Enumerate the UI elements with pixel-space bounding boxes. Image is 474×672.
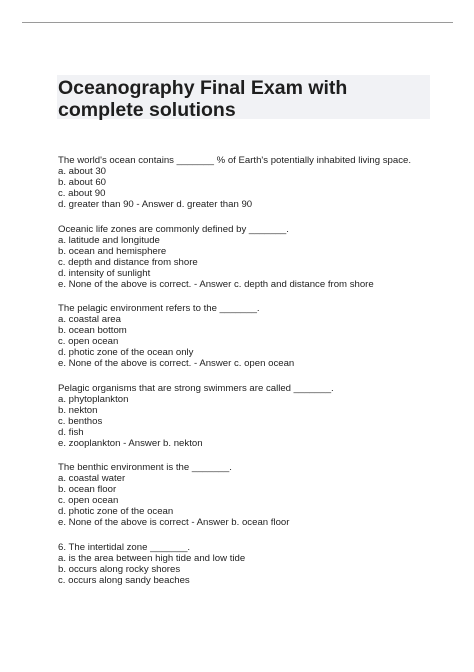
question-prompt: Oceanic life zones are commonly defined by _______. <box>58 223 289 235</box>
question-4 <box>58 383 458 449</box>
questions-list <box>58 155 458 599</box>
answer-option: b. ocean floor <box>58 484 117 495</box>
answer-option: e. None of the above is correct. - Answer c. depth and distance from shore <box>58 278 374 290</box>
answer-option: c. open ocean <box>58 495 119 506</box>
question-prompt: The world's ocean contains _______ % of Earth's potentially inhabited living space. <box>58 155 411 166</box>
answer-option: b. occurs along rocky shores <box>58 563 181 575</box>
answer-option: c. about 90 <box>58 188 106 199</box>
answer-option: d. fish <box>58 426 84 438</box>
answer-option: a. coastal area <box>58 314 121 325</box>
question-prompt: 6. The intertidal zone _______. <box>58 541 191 553</box>
answer-option: d. intensity of sunlight <box>58 267 151 279</box>
answer-option: a. latitude and longitude <box>58 234 160 246</box>
question-1 <box>58 155 458 210</box>
answer-option: c. open ocean <box>58 336 119 347</box>
answer-option: b. about 60 <box>58 177 107 188</box>
answer-option: a. phytoplankton <box>58 393 129 405</box>
answer-option: d. photic zone of the ocean <box>58 506 174 517</box>
question-2 <box>58 224 458 290</box>
answer-option: e. zooplankton - Answer b. nekton <box>58 437 203 449</box>
question-prompt: Pelagic organisms that are strong swimmers are called _______. <box>58 382 334 394</box>
question-6 <box>58 542 458 586</box>
question-3 <box>58 303 458 369</box>
question-5 <box>58 462 458 528</box>
answer-option: c. occurs along sandy beaches <box>58 574 190 586</box>
answer-option: a. coastal water <box>58 473 126 484</box>
answer-option: d. photic zone of the ocean only <box>58 347 194 358</box>
answer-option: d. greater than 90 - Answer d. greater than 90 <box>58 199 253 210</box>
header-divider <box>22 22 453 23</box>
question-prompt: The pelagic environment refers to the _______. <box>58 303 260 314</box>
answer-option: a. is the area between high tide and low tide <box>58 552 246 564</box>
answer-option: c. benthos <box>58 415 103 427</box>
page-title: Oceanography Final Exam with complete solutions <box>58 77 348 121</box>
answer-option: e. None of the above is correct - Answer b. ocean floor <box>58 517 290 528</box>
answer-option: e. None of the above is correct. - Answer c. open ocean <box>58 358 295 369</box>
answer-option: b. nekton <box>58 404 98 416</box>
answer-option: b. ocean and hemisphere <box>58 245 167 257</box>
answer-option: c. depth and distance from shore <box>58 256 198 268</box>
answer-option: b. ocean bottom <box>58 325 127 336</box>
answer-option: a. about 30 <box>58 166 107 177</box>
question-prompt: The benthic environment is the _______. <box>58 462 232 473</box>
